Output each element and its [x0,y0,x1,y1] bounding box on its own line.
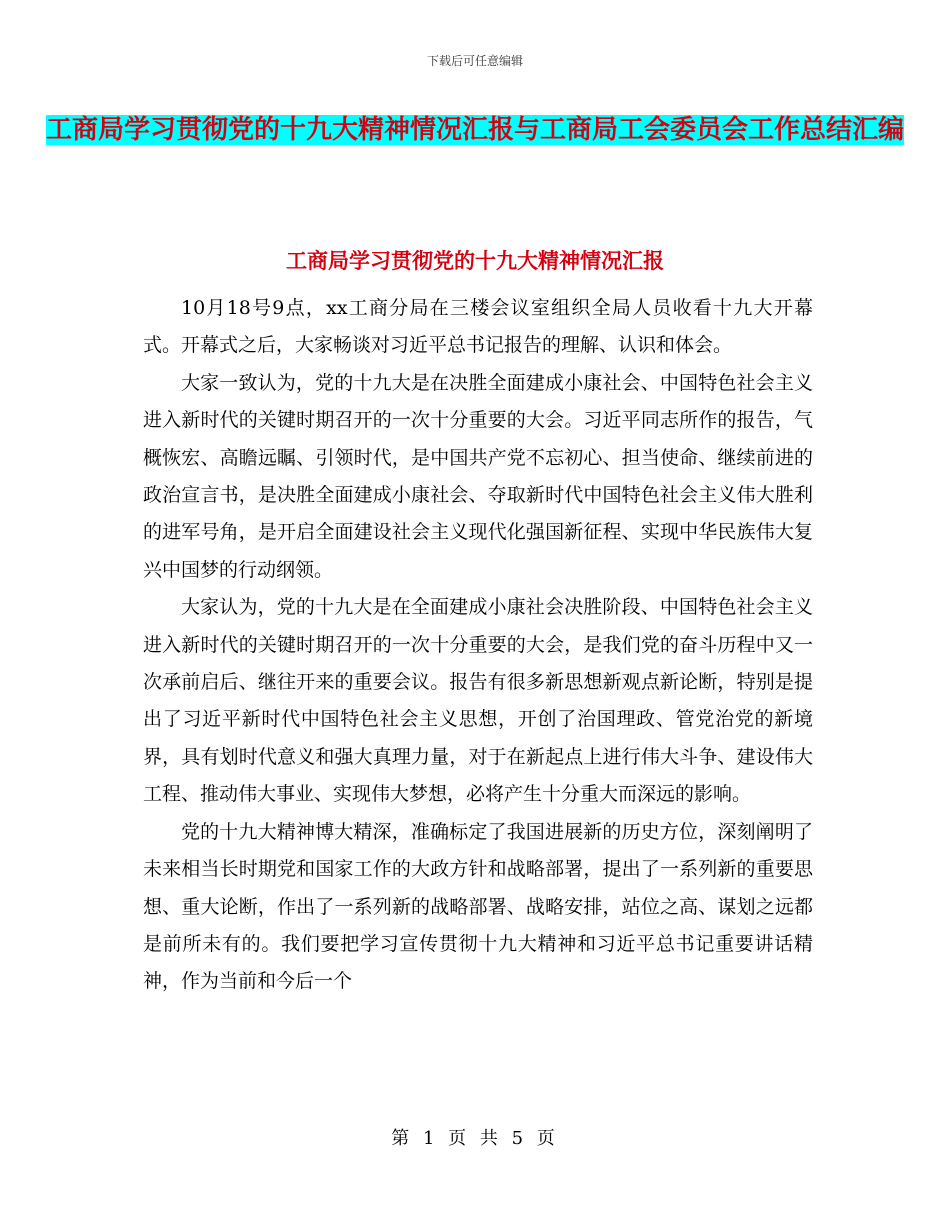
paragraph: 党的十九大精神博大精深，准确标定了我国进展新的历史方位，深刻阐明了未来相当长时期党和国家工作的大政方针和战略部署，提出了一系列新的重要思想、重大论断，作出了一系列新的战略部署、战略安排，站位之高、谋划之远都是前所未有的。我们要把学习宣传贯彻十九大精神和习近平总书记重要讲话精神，作为当前和今后一个 [143,820,813,993]
paragraph: 大家一致认为，党的十九大是在决胜全面建成小康社会、中国特色社会主义进入新时代的关键时期召开的一次十分重要的大会。习近平同志所作的报告，气概恢宏、高瞻远瞩、引领时代，是中国共产党不忘初心、担当使命、继续前进的政治宣言书，是决胜全面建成小康社会、夺取新时代中国特色社会主义伟大胜利的进军号角，是开启全面建设社会主义现代化强国新征程、实现中华民族伟大复兴中国梦的行动纲领。 [143,371,813,581]
paragraph: 10月18号9点，xx工商分局在三楼会议室组织全局人员收看十九大开幕式。开幕式之后，大家畅谈对习近平总书记报告的理解、认识和体会。 [143,297,813,357]
document-title-text: 工商局学习贯彻党的十九大精神情况汇报与工商局工会委员会工作总结汇编 [45,115,904,145]
document-body [143,290,813,1001]
paragraph: 大家认为，党的十九大是在全面建成小康社会决胜阶段、中国特色社会主义进入新时代的关键时期召开的一次十分重要的大会，是我们党的奋斗历程中又一次承前启后、继往开来的重要会议。报告有很多新思想新观点新论断，特别是提出了习近平新时代中国特色社会主义思想，开创了治国理政、管党治党的新境界，具有划时代意义和强大真理力量，对于在新起点上进行伟大斗争、建设伟大工程、推动伟大事业、实现伟大梦想，必将产生十分重大而深远的影响。 [143,596,813,806]
document-title [0,104,950,156]
section-title: 工商局学习贯彻党的十九大精神情况汇报 [286,249,664,273]
header-note: 下载后可任意编辑 [426,54,523,68]
page-footer: 第 1 页 共 5 页 [391,1128,559,1149]
